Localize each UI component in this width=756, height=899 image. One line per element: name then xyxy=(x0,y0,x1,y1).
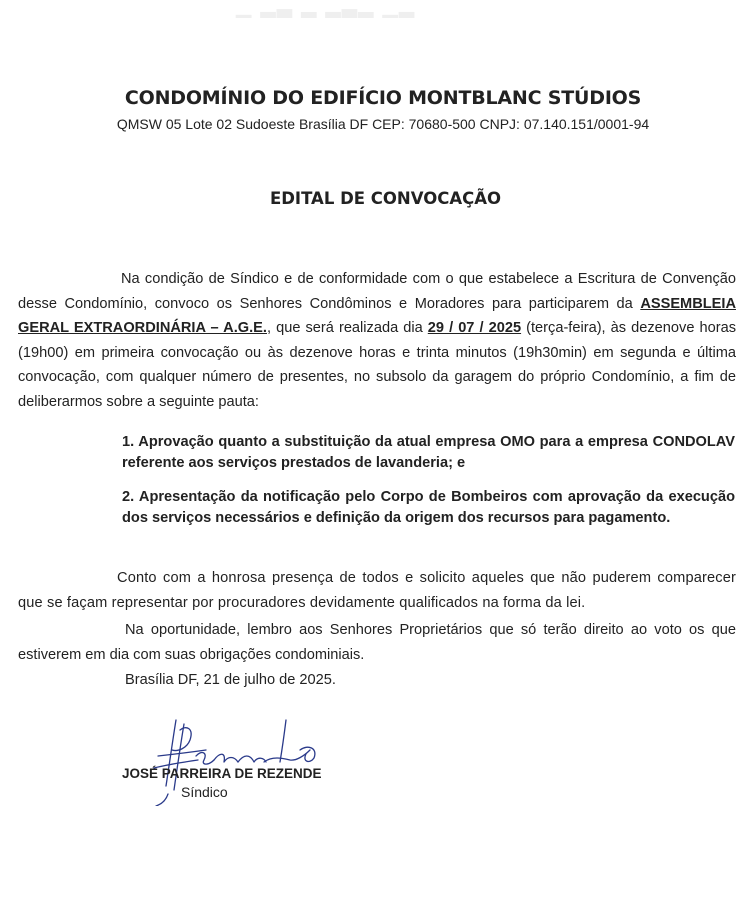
assembly-name: ASSEMBLEIA GERAL EXTRAORDINÁRIA – A.G.E. xyxy=(18,295,736,337)
intro-paragraph xyxy=(18,267,736,415)
intro-text-2: , que será realizada dia xyxy=(266,320,428,337)
agenda-item: 1. Aprovação quanto a substituição da atual empresa OMO para a empresa CONDOLAV referente aos serviços prestados de lavanderia; e xyxy=(122,434,735,471)
agenda-item: 2. Apresentação da notificação pelo Corpo de Bombeiros com aprovação da execução dos serviços necessários e definição da origem dos recursos para pagamento. xyxy=(122,489,735,526)
condominium-address: QMSW 05 Lote 02 Sudoeste Brasília DF CEP: 70680-500 CNPJ: 07.140.151/0001-94 xyxy=(116,116,650,132)
place-and-date: Brasília DF, 21 de julho de 2025. xyxy=(125,672,336,688)
signer-name: JOSÉ PARREIRA DE REZENDE xyxy=(122,766,322,781)
reminder-paragraph: Na oportunidade, lembro aos Senhores Proprietários que só terão direito ao voto os que estiverem em dia com suas obrigações condominiais. xyxy=(18,622,736,663)
signer-role: Síndico xyxy=(181,784,228,800)
bleed-through-text: ▁ ▂▃ ▂ ▂▃▂ ▁▂ xyxy=(236,0,416,18)
handwritten-signature xyxy=(140,716,330,806)
closing-paragraph: Conto com a honrosa presença de todos e solicito aqueles que não puderem comparecer que se façam representar por procuradores devidamente qualificados na forma da lei. xyxy=(18,570,736,611)
intro-text-1: Na condição de Síndico e de conformidade com o que estabelece a Escritura de Convenção desse Condomínio, convoco os Senhores Condôminos e Moradores para participarem da xyxy=(18,271,736,312)
meeting-date: 29 / 07 / 2025 xyxy=(427,320,522,337)
notice-heading: EDITAL DE CONVOCAÇÃO xyxy=(269,189,502,208)
intro-text-3: (terça-feira), às dezenove horas (19h00) em primeira convocação ou às dezenove horas e trinta minutos (19h30min) em segunda e última convocação, com qualquer número de presentes, no subsolo da garagem do próprio Condomínio, a fim de deliberarmos sobre a seguinte pauta: xyxy=(18,320,736,410)
condominium-title: CONDOMÍNIO DO EDIFÍCIO MONTBLANC STÚDIOS xyxy=(124,87,642,109)
